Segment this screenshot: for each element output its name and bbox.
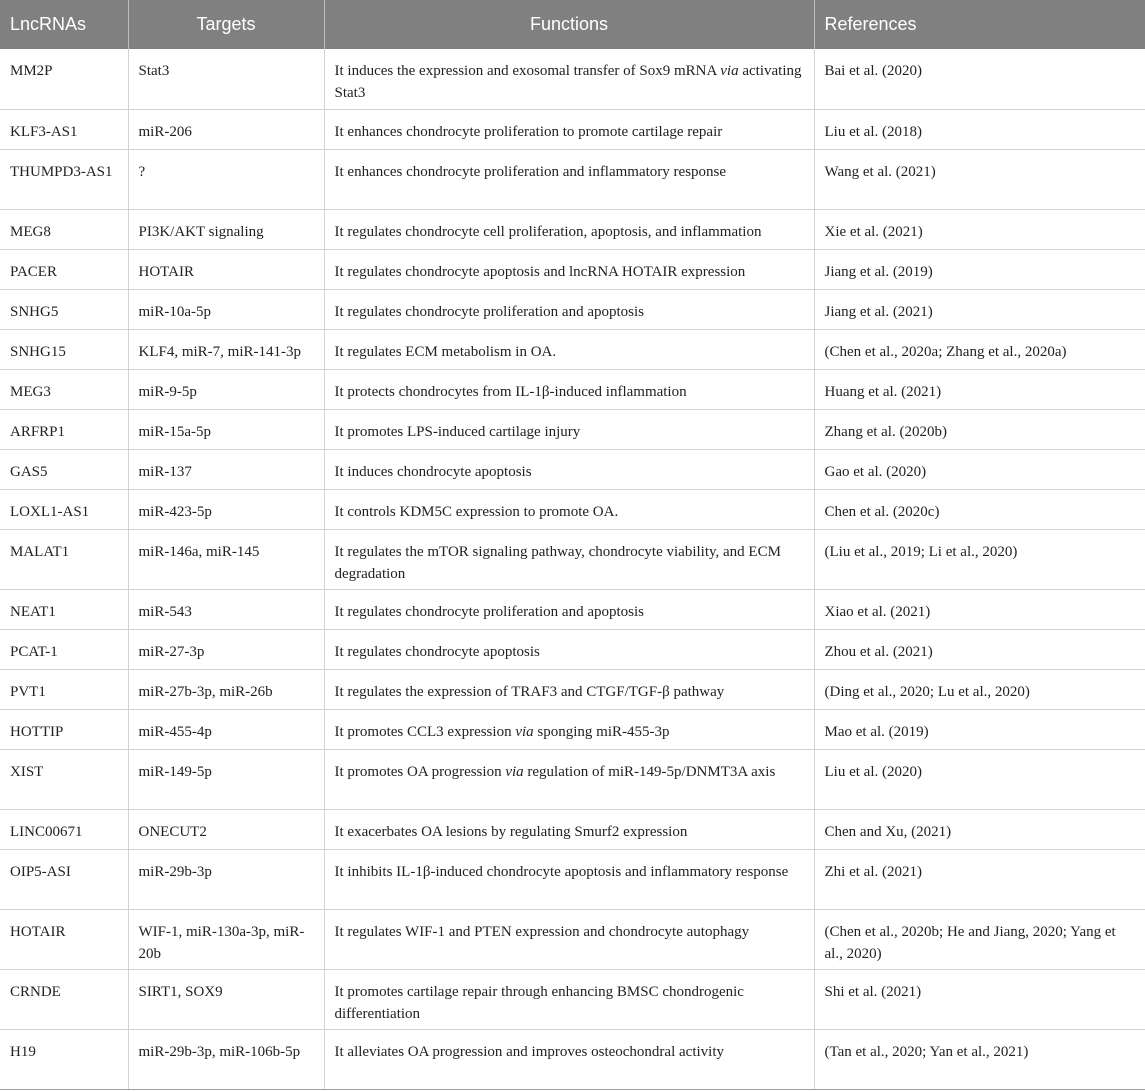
cell-reference: Jiang et al. (2019): [814, 249, 1145, 289]
cell-function: It regulates chondrocyte apoptosis: [324, 629, 814, 669]
cell-function: It regulates chondrocyte proliferation and apoptosis: [324, 289, 814, 329]
cell-lncrna: KLF3-AS1: [0, 109, 128, 149]
cell-lncrna: MEG8: [0, 209, 128, 249]
cell-function: It regulates chondrocyte proliferation and apoptosis: [324, 589, 814, 629]
cell-target: Stat3: [128, 49, 324, 109]
cell-target: miR-29b-3p, miR-106b-5p: [128, 1029, 324, 1089]
cell-reference: Gao et al. (2020): [814, 449, 1145, 489]
cell-target: miR-27b-3p, miR-26b: [128, 669, 324, 709]
cell-function: It promotes OA progression via regulation of miR-149-5p/DNMT3A axis: [324, 749, 814, 809]
cell-reference: Wang et al. (2021): [814, 149, 1145, 209]
cell-function: It regulates chondrocyte apoptosis and lncRNA HOTAIR expression: [324, 249, 814, 289]
cell-lncrna: LINC00671: [0, 809, 128, 849]
cell-reference: Shi et al. (2021): [814, 969, 1145, 1029]
cell-lncrna: HOTAIR: [0, 909, 128, 969]
cell-target: miR-10a-5p: [128, 289, 324, 329]
cell-reference: Xie et al. (2021): [814, 209, 1145, 249]
cell-target: HOTAIR: [128, 249, 324, 289]
cell-lncrna: PCAT-1: [0, 629, 128, 669]
header-references: References: [814, 0, 1145, 49]
cell-lncrna: MEG3: [0, 369, 128, 409]
cell-reference: Liu et al. (2018): [814, 109, 1145, 149]
table-header: [0, 0, 1145, 49]
cell-function: It enhances chondrocyte proliferation and inflammatory response: [324, 149, 814, 209]
cell-function: It inhibits IL-1β-induced chondrocyte apoptosis and inflammatory response: [324, 849, 814, 909]
cell-reference: (Tan et al., 2020; Yan et al., 2021): [814, 1029, 1145, 1089]
cell-lncrna: GAS5: [0, 449, 128, 489]
cell-target: SIRT1, SOX9: [128, 969, 324, 1029]
cell-reference: (Liu et al., 2019; Li et al., 2020): [814, 529, 1145, 589]
cell-reference: (Ding et al., 2020; Lu et al., 2020): [814, 669, 1145, 709]
cell-target: WIF-1, miR-130a-3p, miR-20b: [128, 909, 324, 969]
cell-function: It exacerbates OA lesions by regulating Smurf2 expression: [324, 809, 814, 849]
cell-function: It regulates ECM metabolism in OA.: [324, 329, 814, 369]
cell-target: miR-543: [128, 589, 324, 629]
table-body: [0, 49, 1145, 1089]
cell-function: It regulates WIF-1 and PTEN expression and chondrocyte autophagy: [324, 909, 814, 969]
cell-target: miR-146a, miR-145: [128, 529, 324, 589]
cell-function: It alleviates OA progression and improves osteochondral activity: [324, 1029, 814, 1089]
cell-target: PI3K/AKT signaling: [128, 209, 324, 249]
header-functions: Functions: [324, 0, 814, 49]
cell-lncrna: SNHG15: [0, 329, 128, 369]
header-row: [0, 0, 1145, 49]
header-lncrnas: LncRNAs: [0, 0, 128, 49]
cell-function: It regulates chondrocyte cell proliferation, apoptosis, and inflammation: [324, 209, 814, 249]
cell-target: miR-455-4p: [128, 709, 324, 749]
cell-target: miR-149-5p: [128, 749, 324, 809]
cell-target: miR-423-5p: [128, 489, 324, 529]
cell-function: It controls KDM5C expression to promote OA.: [324, 489, 814, 529]
cell-function: It regulates the mTOR signaling pathway, chondrocyte viability, and ECM degradation: [324, 529, 814, 589]
cell-target: miR-27-3p: [128, 629, 324, 669]
cell-function: It promotes cartilage repair through enhancing BMSC chondrogenic differentiation: [324, 969, 814, 1029]
cell-lncrna: HOTTIP: [0, 709, 128, 749]
cell-function: It promotes LPS-induced cartilage injury: [324, 409, 814, 449]
cell-function: It promotes CCL3 expression via sponging miR-455-3p: [324, 709, 814, 749]
cell-lncrna: H19: [0, 1029, 128, 1089]
cell-function: It induces the expression and exosomal transfer of Sox9 mRNA via activating Stat3: [324, 49, 814, 109]
cell-reference: (Chen et al., 2020a; Zhang et al., 2020a): [814, 329, 1145, 369]
cell-reference: Zhi et al. (2021): [814, 849, 1145, 909]
cell-function: It protects chondrocytes from IL-1β-induced inflammation: [324, 369, 814, 409]
cell-reference: Jiang et al. (2021): [814, 289, 1145, 329]
cell-target: miR-9-5p: [128, 369, 324, 409]
cell-reference: Liu et al. (2020): [814, 749, 1145, 809]
cell-reference: Xiao et al. (2021): [814, 589, 1145, 629]
cell-function: It induces chondrocyte apoptosis: [324, 449, 814, 489]
cell-target: miR-29b-3p: [128, 849, 324, 909]
cell-target: miR-206: [128, 109, 324, 149]
cell-target: miR-15a-5p: [128, 409, 324, 449]
cell-reference: Chen and Xu, (2021): [814, 809, 1145, 849]
cell-target: miR-137: [128, 449, 324, 489]
cell-lncrna: MALAT1: [0, 529, 128, 589]
cell-target: KLF4, miR-7, miR-141-3p: [128, 329, 324, 369]
header-targets: Targets: [128, 0, 324, 49]
cell-lncrna: ARFRP1: [0, 409, 128, 449]
cell-lncrna: OIP5-ASI: [0, 849, 128, 909]
cell-lncrna: SNHG5: [0, 289, 128, 329]
cell-target: ONECUT2: [128, 809, 324, 849]
cell-function: It enhances chondrocyte proliferation to promote cartilage repair: [324, 109, 814, 149]
cell-reference: Zhang et al. (2020b): [814, 409, 1145, 449]
cell-reference: (Chen et al., 2020b; He and Jiang, 2020; Yang et al., 2020): [814, 909, 1145, 969]
cell-reference: Bai et al. (2020): [814, 49, 1145, 109]
cell-reference: Mao et al. (2019): [814, 709, 1145, 749]
cell-lncrna: CRNDE: [0, 969, 128, 1029]
cell-lncrna: XIST: [0, 749, 128, 809]
cell-lncrna: LOXL1-AS1: [0, 489, 128, 529]
cell-lncrna: NEAT1: [0, 589, 128, 629]
cell-reference: Chen et al. (2020c): [814, 489, 1145, 529]
cell-reference: Huang et al. (2021): [814, 369, 1145, 409]
cell-function: It regulates the expression of TRAF3 and CTGF/TGF-β pathway: [324, 669, 814, 709]
cell-reference: Zhou et al. (2021): [814, 629, 1145, 669]
cell-lncrna: PACER: [0, 249, 128, 289]
cell-lncrna: THUMPD3-AS1: [0, 149, 128, 209]
cell-lncrna: PVT1: [0, 669, 128, 709]
cell-lncrna: MM2P: [0, 49, 128, 109]
cell-target: ?: [128, 149, 324, 209]
